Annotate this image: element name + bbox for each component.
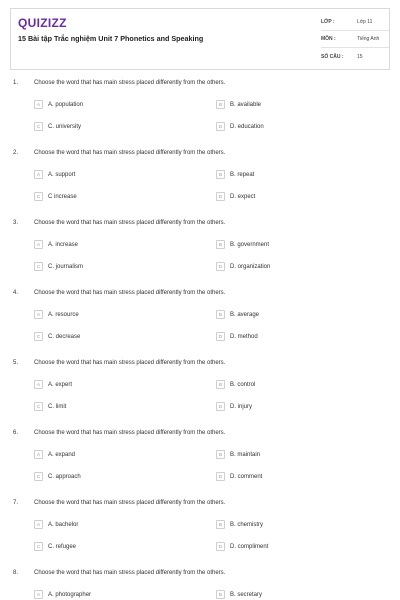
meta-label: SỐ CÂU : <box>321 53 344 60</box>
option-text: B. chemistry <box>230 521 264 528</box>
answer-option[interactable] <box>34 520 78 529</box>
option-text: D. comment <box>230 473 263 480</box>
meta-value: 15 <box>357 53 363 60</box>
option-letter-box[interactable]: D <box>216 402 225 411</box>
option-letter-box[interactable]: B <box>216 590 225 599</box>
worksheet-header <box>10 8 390 70</box>
answer-option[interactable] <box>34 122 81 131</box>
option-letter-box[interactable]: C <box>34 542 43 551</box>
meta-row-subject <box>321 31 389 48</box>
question-number: 2. <box>13 150 19 156</box>
option-text: B. control <box>230 381 256 388</box>
option-letter-box[interactable]: A <box>34 100 43 109</box>
answer-option[interactable] <box>216 310 259 319</box>
option-letter-box[interactable]: A <box>34 520 43 529</box>
option-letter-box[interactable]: B <box>216 450 225 459</box>
answer-option[interactable] <box>34 192 77 201</box>
option-letter-box[interactable]: A <box>34 310 43 319</box>
answer-option[interactable] <box>34 450 75 459</box>
option-letter-box[interactable]: D <box>216 542 225 551</box>
answer-option[interactable] <box>34 100 83 109</box>
question-text: Choose the word that has main stress placed differently from the others. <box>34 290 226 296</box>
answer-option[interactable] <box>216 402 252 411</box>
option-letter-box[interactable]: C <box>34 262 43 271</box>
question-number: 7. <box>13 500 19 506</box>
option-text: B. repeat <box>230 171 255 178</box>
option-text: C. university <box>48 123 82 130</box>
option-text: B. secretary <box>230 591 263 598</box>
option-letter-box[interactable]: B <box>216 100 225 109</box>
option-letter-box[interactable]: C <box>34 192 43 201</box>
question-number: 5. <box>13 360 19 366</box>
meta-row-class <box>321 14 389 31</box>
answer-option[interactable] <box>216 192 255 201</box>
answer-option[interactable] <box>216 262 270 271</box>
meta-value: Tiếng Anh <box>357 36 380 42</box>
option-letter-box[interactable]: D <box>216 472 225 481</box>
option-text: D. organization <box>230 263 271 270</box>
question-item <box>0 80 400 142</box>
question-number: 6. <box>13 430 19 436</box>
answer-option[interactable] <box>34 590 91 599</box>
option-letter-box[interactable]: D <box>216 332 225 341</box>
question-text: Choose the word that has main stress placed differently from the others. <box>34 150 226 156</box>
option-text: A. resource <box>48 311 79 318</box>
option-text: D. education <box>230 123 264 130</box>
option-letter-box[interactable]: B <box>216 520 225 529</box>
answer-option[interactable] <box>34 402 66 411</box>
option-text: C increase <box>48 193 77 200</box>
answer-option[interactable] <box>216 122 264 131</box>
option-letter-box[interactable]: B <box>216 240 225 249</box>
option-letter-box[interactable]: A <box>34 240 43 249</box>
option-text: C. decrease <box>48 333 81 340</box>
answer-option[interactable] <box>216 240 269 249</box>
option-text: B. government <box>230 241 270 248</box>
question-number: 3. <box>13 220 19 226</box>
question-number: 4. <box>13 290 19 296</box>
option-text: B. average <box>230 311 260 318</box>
option-text: A. expert <box>48 381 73 388</box>
option-letter-box[interactable]: A <box>34 380 43 389</box>
option-letter-box[interactable]: C <box>34 402 43 411</box>
answer-option[interactable] <box>216 100 261 109</box>
answer-option[interactable] <box>34 380 72 389</box>
question-item <box>0 290 400 352</box>
option-text: C. journalism <box>48 263 84 270</box>
option-letter-box[interactable]: B <box>216 170 225 179</box>
answer-option[interactable] <box>34 332 80 341</box>
answer-option[interactable] <box>34 472 81 481</box>
question-item <box>0 220 400 282</box>
option-text: A. support <box>48 171 76 178</box>
question-text: Choose the word that has main stress placed differently from the others. <box>34 570 226 576</box>
quizizz-logo: QUIZIZZ <box>18 16 67 30</box>
option-text: D. method <box>230 333 258 340</box>
option-letter-box[interactable]: D <box>216 122 225 131</box>
question-number: 8. <box>13 570 19 576</box>
question-item <box>0 570 400 600</box>
answer-option[interactable] <box>34 262 83 271</box>
option-text: A. population <box>48 101 84 108</box>
question-text: Choose the word that has main stress placed differently from the others. <box>34 500 226 506</box>
option-text: A. expand <box>48 451 76 458</box>
meta-value: Lớp 11 <box>357 19 373 25</box>
question-item <box>0 150 400 212</box>
option-text: C. approach <box>48 473 81 480</box>
answer-option[interactable] <box>34 240 78 249</box>
option-letter-box[interactable]: C <box>34 332 43 341</box>
answer-option[interactable] <box>34 310 79 319</box>
option-text: D. expect <box>230 193 256 200</box>
option-letter-box[interactable]: C <box>34 472 43 481</box>
answer-option[interactable] <box>216 380 255 389</box>
question-item <box>0 430 400 492</box>
question-text: Choose the word that has main stress placed differently from the others. <box>34 220 226 226</box>
option-text: A. increase <box>48 241 79 248</box>
option-letter-box[interactable]: A <box>34 450 43 459</box>
question-text: Choose the word that has main stress placed differently from the others. <box>34 430 226 436</box>
answer-option[interactable] <box>216 520 263 529</box>
worksheet-meta <box>321 14 389 65</box>
option-letter-box[interactable]: A <box>34 170 43 179</box>
answer-option[interactable] <box>216 170 254 179</box>
option-letter-box[interactable]: A <box>34 590 43 599</box>
answer-option[interactable] <box>216 332 258 341</box>
option-text: A. photographer <box>48 591 92 598</box>
option-letter-box[interactable]: D <box>216 262 225 271</box>
question-text: Choose the word that has main stress placed differently from the others. <box>34 360 226 366</box>
option-text: D. injury <box>230 403 253 410</box>
question-text: Choose the word that has main stress placed differently from the others. <box>34 80 226 86</box>
worksheet-title: 15 Bài tập Trắc nghiệm Unit 7 Phonetics and Speaking <box>18 34 204 43</box>
answer-option[interactable] <box>216 472 262 481</box>
option-text: D. compliment <box>230 543 269 550</box>
question-number: 1. <box>13 80 19 86</box>
option-text: B. available <box>230 101 262 108</box>
answer-option[interactable] <box>216 590 262 599</box>
meta-row-question-count <box>321 48 389 65</box>
answer-option[interactable] <box>34 170 75 179</box>
answer-option[interactable] <box>216 450 260 459</box>
meta-label: LỚP : <box>321 19 335 25</box>
question-item <box>0 360 400 422</box>
option-text: B. maintain <box>230 451 261 458</box>
meta-label: MÔN : <box>321 36 336 42</box>
option-letter-box[interactable]: D <box>216 192 225 201</box>
option-letter-box[interactable]: B <box>216 310 225 319</box>
option-text: A. bachelor <box>48 521 79 528</box>
answer-option[interactable] <box>216 542 268 551</box>
question-item <box>0 500 400 562</box>
option-letter-box[interactable]: C <box>34 122 43 131</box>
option-letter-box[interactable]: B <box>216 380 225 389</box>
option-text: C. limit <box>48 403 67 410</box>
option-text: C. refugee <box>48 543 77 550</box>
answer-option[interactable] <box>34 542 76 551</box>
